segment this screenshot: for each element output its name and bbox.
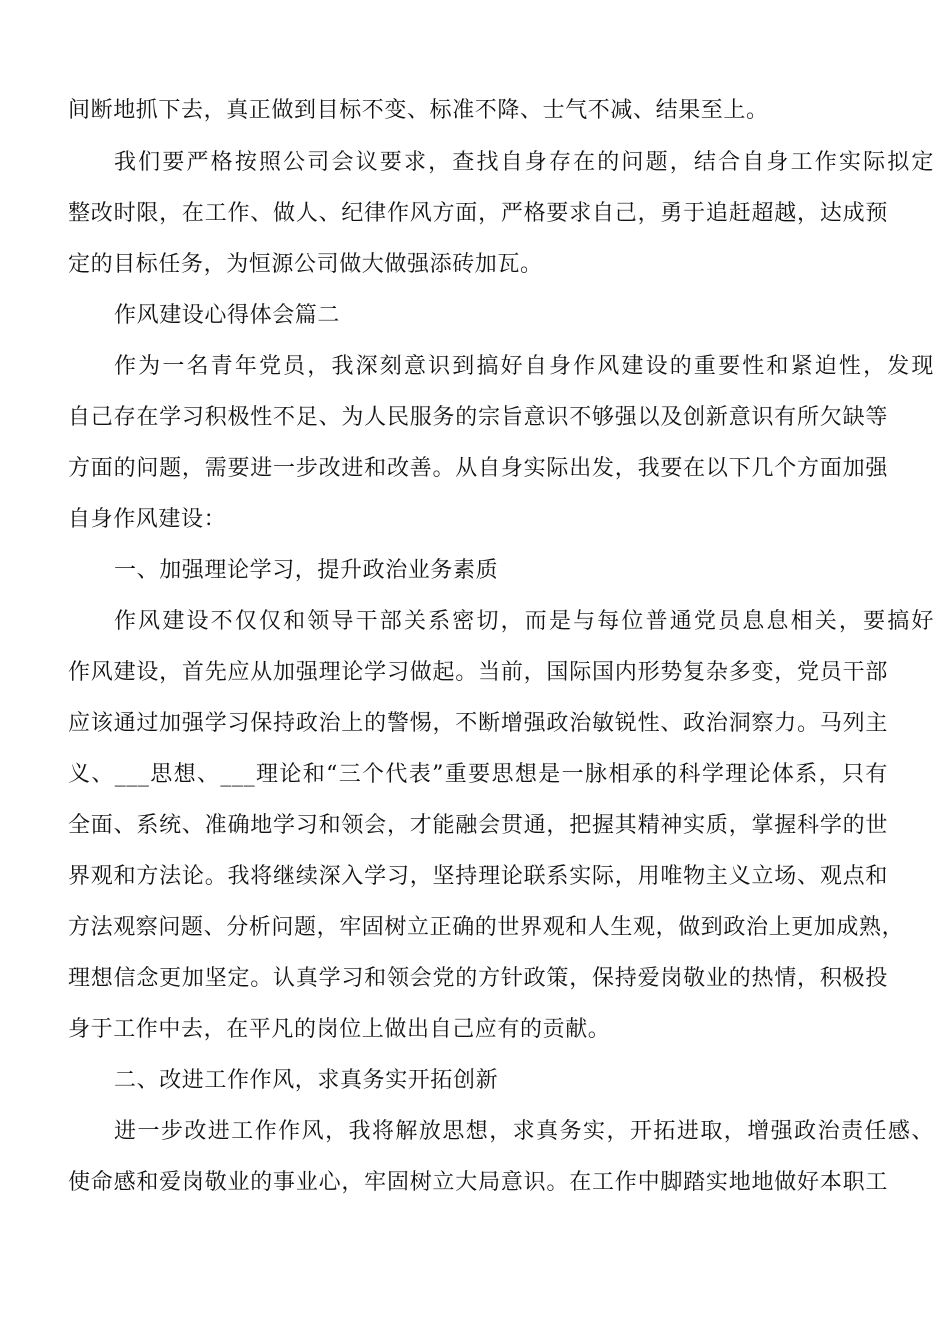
paragraph-line: 作风建设不仅仅和领导干部关系密切，而是与每位普通党员息息相关，要搞好 <box>114 609 934 634</box>
section-heading: 一、加强理论学习，提升政治业务素质 <box>114 558 499 583</box>
paragraph-line: 自身作风建设： <box>68 507 227 532</box>
paragraph-line: 身于工作中去，在平凡的岗位上做出自己应有的贡献。 <box>68 1017 611 1042</box>
paragraph-line: 我们要严格按照公司会议要求，查找自身存在的问题，结合自身工作实际拟定 <box>114 150 934 175</box>
paragraph-line: 作风建设，首先应从加强理论学习做起。当前，国际国内形势复杂多变，党员干部 <box>68 660 888 685</box>
section-heading: 二、改进工作作风，求真务实开拓创新 <box>114 1068 499 1093</box>
paragraph-line: 作为一名青年党员，我深刻意识到搞好自身作风建设的重要性和紧迫性，发现 <box>114 354 934 379</box>
paragraph-line: 方面的问题，需要进一步改进和改善。从自身实际出发，我要在以下几个方面加强 <box>68 456 888 481</box>
paragraph-line: 界观和方法论。我将继续深入学习，坚持理论联系实际，用唯物主义立场、观点和 <box>68 864 888 889</box>
paragraph-line: 全面、系统、准确地学习和领会，才能融会贯通，把握其精神实质，掌握科学的世 <box>68 813 888 838</box>
paragraph-line: 间断地抓下去，真正做到目标不变、标准不降、士气不减、结果至上。 <box>68 98 769 123</box>
paragraph-line: 义、___思想、___理论和“三个代表”重要思想是一脉相承的科学理论体系，只有 <box>68 762 888 787</box>
paragraph-line: 方法观察问题、分析问题，牢固树立正确的世界观和人生观，做到政治上更加成熟， <box>68 915 905 940</box>
paragraph-line: 自己存在学习积极性不足、为人民服务的宗旨意识不够强以及创新意识有所欠缺等 <box>68 405 888 430</box>
paragraph-line: 整改时限，在工作、做人、纪律作风方面，严格要求自己，勇于追赶超越，达成预 <box>68 201 888 226</box>
paragraph-line: 理想信念更加坚定。认真学习和领会党的方针政策，保持爱岗敬业的热情，积极投 <box>68 966 888 991</box>
paragraph-line: 使命感和爱岗敬业的事业心，牢固树立大局意识。在工作中脚踏实地地做好本职工 <box>68 1170 888 1195</box>
paragraph-line: 应该通过加强学习保持政治上的警惕，不断增强政治敏锐性、政治洞察力。马列主 <box>68 711 888 736</box>
paragraph-line: 定的目标任务，为恒源公司做大做强添砖加瓦。 <box>68 252 543 277</box>
section-title: 作风建设心得体会篇二 <box>114 303 341 328</box>
paragraph-line: 进一步改进工作作风，我将解放思想，求真务实，开拓进取，增强政治责任感、 <box>114 1119 934 1144</box>
